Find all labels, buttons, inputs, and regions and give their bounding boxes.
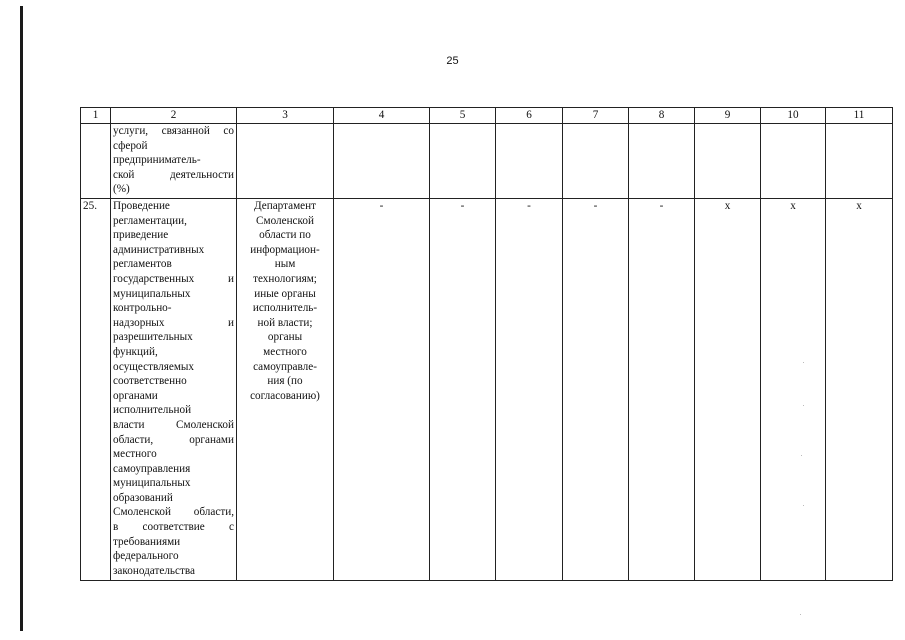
text-line: согласованию): [250, 389, 320, 402]
text-line: требованиями: [113, 535, 181, 548]
page-number: 25: [446, 55, 459, 67]
text-line: соответственно: [113, 375, 187, 388]
text-line: области, органами: [113, 433, 234, 446]
text-line: Смоленской: [256, 214, 314, 227]
column-header: 8: [629, 108, 695, 124]
text-line: исполнитель-: [252, 302, 318, 315]
text-line: самоуправле-: [253, 360, 317, 373]
value-cell: [826, 124, 893, 199]
text-line: власти Смоленской: [113, 418, 234, 431]
text-line: иные органы: [254, 287, 316, 300]
text-line: исполнительной: [113, 404, 192, 417]
description-cell: [111, 124, 237, 199]
text-line: Департамент: [253, 200, 317, 212]
continued-row: [81, 124, 893, 199]
table-row-25: [81, 199, 893, 581]
value-cell: [334, 124, 430, 199]
value-cell: [496, 124, 563, 199]
value-cell: х: [695, 199, 761, 581]
text-line: (%): [113, 183, 130, 196]
value-cell: -: [629, 199, 695, 581]
text-line: федерального: [113, 550, 179, 563]
scan-speck: [803, 362, 804, 363]
text-line: в соответствие с: [113, 521, 234, 534]
text-line: местного: [113, 448, 157, 461]
column-header: 7: [563, 108, 629, 124]
text-line: Проведение: [113, 200, 170, 212]
text-line: технологиям;: [253, 272, 317, 285]
value-cell: -: [334, 199, 430, 581]
text-line: регламентов: [113, 258, 172, 271]
text-line: ния (по: [267, 375, 303, 388]
text-line: регламентации,: [113, 214, 187, 227]
text-line: законодательства: [113, 564, 195, 577]
column-header: 2: [111, 108, 237, 124]
description-cell: [111, 199, 237, 581]
executor-cell: [237, 199, 334, 581]
text-line: разрешительных: [113, 331, 193, 344]
row-number-cell: [81, 124, 111, 199]
column-header: 10: [761, 108, 826, 124]
scan-speck: [803, 505, 804, 506]
value-cell: х: [826, 199, 893, 581]
text-line: функций,: [113, 345, 158, 358]
column-header: 3: [237, 108, 334, 124]
value-cell: -: [563, 199, 629, 581]
column-header: 6: [496, 108, 563, 124]
document-table: [80, 107, 893, 581]
column-header: 1: [81, 108, 111, 124]
value-cell: х: [761, 199, 826, 581]
text-line: ской деятельности: [113, 168, 234, 181]
executor-cell: [237, 124, 334, 199]
value-cell: -: [430, 199, 496, 581]
text-line: ным: [274, 258, 296, 271]
text-line: осуществляемых: [113, 360, 195, 373]
value-cell: -: [496, 199, 563, 581]
text-line: ной власти;: [257, 316, 313, 329]
text-line: органами: [113, 389, 158, 402]
text-line: предприниматель-: [113, 154, 201, 167]
text-line: муниципальных: [113, 287, 191, 300]
column-header: 9: [695, 108, 761, 124]
scan-edge-line: [20, 6, 23, 631]
column-number-row: [81, 108, 893, 124]
value-cell: [629, 124, 695, 199]
column-header: 4: [334, 108, 430, 124]
column-header: 5: [430, 108, 496, 124]
text-line: приведение: [113, 229, 169, 242]
text-line: государственных и: [113, 272, 234, 285]
row-number-cell: 25.: [81, 199, 111, 581]
value-cell: [430, 124, 496, 199]
text-line: услуги, связанной со: [113, 125, 234, 137]
value-cell: [761, 124, 826, 199]
text-line: области по: [259, 229, 311, 242]
text-line: образований: [113, 491, 173, 504]
text-line: местного: [263, 345, 307, 358]
value-cell: [563, 124, 629, 199]
text-line: самоуправления: [113, 462, 191, 475]
scan-speck: [801, 455, 802, 456]
scan-speck: [803, 405, 804, 406]
text-line: информацион-: [250, 243, 320, 256]
text-line: административных: [113, 243, 205, 256]
text-line: муниципальных: [113, 477, 191, 490]
text-line: органы: [267, 331, 303, 344]
column-header: 11: [826, 108, 893, 124]
text-line: контрольно-: [113, 302, 172, 315]
scan-speck: [800, 614, 801, 615]
text-line: Смоленской области,: [113, 506, 234, 519]
value-cell: [695, 124, 761, 199]
text-line: надзорных и: [113, 316, 234, 329]
text-line: сферой: [113, 139, 148, 152]
